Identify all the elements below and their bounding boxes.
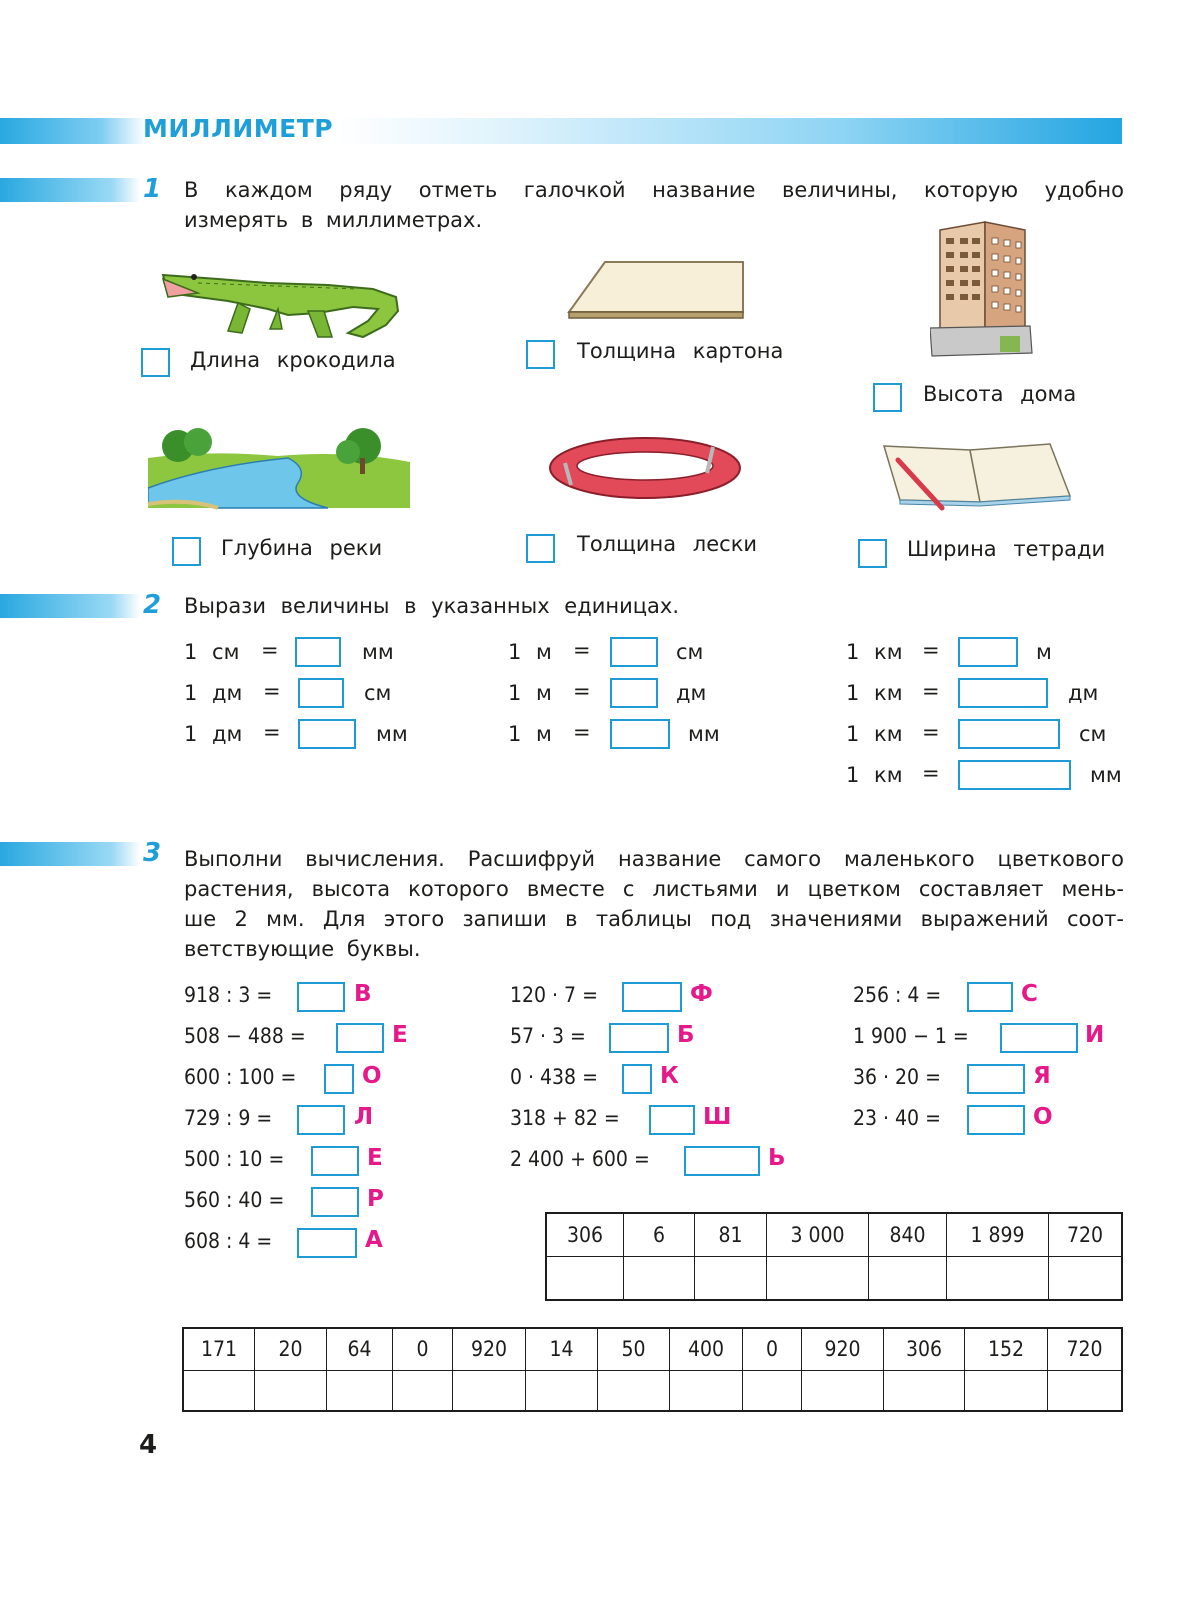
conv-answer-9[interactable] — [958, 719, 1060, 749]
label-river-depth: Глубина реки — [221, 536, 383, 560]
expr-15-answer[interactable] — [967, 1064, 1025, 1094]
expr-6-letter: Р — [367, 1186, 384, 1212]
conv-eq-2: = — [263, 679, 281, 703]
expr-7-answer[interactable] — [297, 1228, 357, 1258]
expr-11: 318 + 82 = — [510, 1106, 620, 1130]
task-3-marker-bar — [0, 842, 140, 866]
conv-answer-4[interactable] — [610, 637, 658, 667]
conv-answer-8[interactable] — [958, 678, 1048, 708]
decode-table-2-header: 0 — [393, 1328, 453, 1370]
expr-10-answer[interactable] — [622, 1064, 652, 1094]
task-3-text-line-4: ветствующие буквы. — [184, 937, 421, 961]
expr-4-answer[interactable] — [297, 1105, 345, 1135]
decode-table-2-header: 171 — [183, 1328, 255, 1370]
decode-table-2-header: 720 — [1048, 1328, 1123, 1370]
expr-12: 2 400 + 600 = — [510, 1147, 650, 1171]
expr-6: 560 : 40 = — [184, 1188, 285, 1212]
expr-4: 729 : 9 = — [184, 1106, 273, 1130]
conv-eq-3: = — [263, 720, 281, 744]
conv-right-4: см — [676, 640, 704, 664]
decode-table-2-cell[interactable] — [526, 1370, 598, 1411]
conv-right-2: см — [364, 681, 392, 705]
conv-eq-1: = — [261, 638, 279, 662]
decode-table-2-cell[interactable] — [255, 1370, 327, 1411]
decode-table-2-cell[interactable] — [743, 1370, 802, 1411]
page-title: МИЛЛИМЕТР — [143, 114, 334, 143]
task-1-marker-bar — [0, 178, 140, 202]
decode-table-2-cell[interactable] — [670, 1370, 743, 1411]
expr-7-letter: А — [365, 1227, 383, 1253]
checkbox-notebook-width[interactable] — [858, 539, 887, 568]
task-1-text-line-2: измерять в миллиметрах. — [184, 208, 483, 232]
decode-table-2 — [182, 1327, 1123, 1412]
decode-table-2-header: 920 — [802, 1328, 884, 1370]
expr-5: 500 : 10 = — [184, 1147, 285, 1171]
decode-table-1-header: 3 000 — [767, 1213, 869, 1256]
conv-eq-6: = — [573, 720, 591, 744]
expr-6-answer[interactable] — [311, 1187, 359, 1217]
decode-table-2-header: 0 — [743, 1328, 802, 1370]
expr-9-letter: Б — [677, 1022, 695, 1048]
conv-right-1: мм — [362, 640, 394, 664]
expr-10: 0 · 438 = — [510, 1065, 598, 1089]
conv-left-9: 1 км — [846, 722, 903, 746]
conv-right-7: м — [1036, 640, 1052, 664]
conv-answer-2[interactable] — [298, 678, 344, 708]
decode-table-2-cell[interactable] — [327, 1370, 393, 1411]
conv-right-5: дм — [676, 681, 707, 705]
checkbox-river-depth[interactable] — [172, 537, 201, 566]
task-2-marker-bar — [0, 594, 140, 618]
building-illustration — [930, 218, 1035, 363]
decode-table-1-header: 306 — [546, 1213, 624, 1256]
expr-3-answer[interactable] — [324, 1064, 354, 1094]
decode-table-1-header: 720 — [1049, 1213, 1123, 1256]
conv-eq-7: = — [922, 638, 940, 662]
conv-answer-10[interactable] — [958, 760, 1071, 790]
task-1-text-line-1: В каждом ряду отметь галочкой название величины, которую удобно — [184, 178, 1124, 202]
decode-table-1-header: 840 — [869, 1213, 947, 1256]
expr-3-letter: О — [362, 1063, 382, 1089]
decode-table-1-cell[interactable] — [624, 1256, 695, 1300]
conv-left-2: 1 дм — [184, 681, 243, 705]
decode-table-2-cell[interactable] — [1048, 1370, 1123, 1411]
decode-table-2-cell[interactable] — [598, 1370, 670, 1411]
task-2-text: Вырази величины в указанных единицах. — [184, 594, 680, 618]
expr-4-letter: Л — [354, 1104, 374, 1130]
expr-13: 256 : 4 = — [853, 983, 942, 1007]
decode-table-2-header: 306 — [884, 1328, 965, 1370]
conv-left-4: 1 м — [508, 640, 552, 664]
conv-eq-9: = — [922, 720, 940, 744]
checkbox-cardboard-thickness[interactable] — [526, 340, 555, 369]
conv-right-9: см — [1079, 722, 1107, 746]
expr-7: 608 : 4 = — [184, 1229, 273, 1253]
expr-5-letter: Е — [367, 1145, 383, 1171]
decode-table-1-cell[interactable] — [546, 1256, 624, 1300]
expr-12-answer[interactable] — [684, 1146, 760, 1176]
expr-1-answer[interactable] — [297, 982, 345, 1012]
expr-14-answer[interactable] — [1000, 1023, 1078, 1053]
label-cardboard-thickness: Толщина картона — [577, 339, 784, 363]
expr-11-answer[interactable] — [649, 1105, 695, 1135]
decode-table-2-cell[interactable] — [965, 1370, 1048, 1411]
conv-left-6: 1 м — [508, 722, 552, 746]
conv-left-1: 1 см — [184, 640, 240, 664]
conv-answer-3[interactable] — [298, 719, 356, 749]
decode-table-2-cell[interactable] — [453, 1370, 526, 1411]
expr-2-answer[interactable] — [336, 1023, 384, 1053]
decode-table-1 — [545, 1212, 1123, 1301]
decode-table-2-cell[interactable] — [884, 1370, 965, 1411]
checkbox-line-thickness[interactable] — [526, 534, 555, 563]
river-illustration — [148, 428, 413, 513]
expr-16: 23 · 40 = — [853, 1106, 941, 1130]
conv-answer-5[interactable] — [610, 678, 658, 708]
expr-15: 36 · 20 = — [853, 1065, 941, 1089]
label-house-height: Высота дома — [923, 382, 1077, 406]
decode-table-2-header: 64 — [327, 1328, 393, 1370]
conv-left-5: 1 м — [508, 681, 552, 705]
label-line-thickness: Толщина лески — [577, 532, 758, 556]
page-number: 4 — [139, 1430, 158, 1460]
task-2-number: 2 — [143, 590, 162, 620]
conv-left-8: 1 км — [846, 681, 903, 705]
decode-table-1-header: 1 899 — [947, 1213, 1049, 1256]
decode-table-2-cell[interactable] — [183, 1370, 255, 1411]
task-3-text-line-1: Выполни вычисления. Расшифруй название самого маленького цветкового — [184, 847, 1124, 871]
task-3-text-line-2: растения, высота которого вместе с листьями и цветком составляет мень- — [184, 877, 1124, 901]
decode-table-2-header: 400 — [670, 1328, 743, 1370]
conv-right-3: мм — [376, 722, 408, 746]
notebook-illustration — [880, 438, 1075, 513]
expr-16-letter: О — [1033, 1104, 1053, 1130]
expr-11-letter: Ш — [703, 1104, 732, 1130]
expr-3: 600 : 100 = — [184, 1065, 297, 1089]
expr-10-letter: К — [660, 1063, 679, 1089]
decode-table-1-cell[interactable] — [1049, 1256, 1123, 1300]
label-crocodile-length: Длина крокодила — [190, 348, 396, 372]
conv-right-6: мм — [688, 722, 720, 746]
expr-14: 1 900 − 1 = — [853, 1024, 969, 1048]
conv-answer-7[interactable] — [958, 637, 1018, 667]
label-notebook-width: Ширина тетради — [907, 537, 1106, 561]
conv-answer-6[interactable] — [610, 719, 670, 749]
expr-14-letter: И — [1085, 1022, 1105, 1048]
expr-15-letter: Я — [1033, 1063, 1051, 1089]
decode-table-2-header: 920 — [453, 1328, 526, 1370]
crocodile-illustration — [158, 253, 408, 348]
decode-table-1-cell[interactable] — [767, 1256, 869, 1300]
task-1-number: 1 — [143, 174, 162, 204]
decode-table-2-header: 14 — [526, 1328, 598, 1370]
expr-2-letter: Е — [392, 1022, 408, 1048]
conv-left-10: 1 км — [846, 763, 903, 787]
conv-left-7: 1 км — [846, 640, 903, 664]
expr-9: 57 · 3 = — [510, 1024, 586, 1048]
conv-answer-1[interactable] — [295, 637, 341, 667]
fishing-line-illustration — [545, 433, 745, 503]
conv-eq-10: = — [922, 761, 940, 785]
decode-table-1-header: 6 — [624, 1213, 695, 1256]
conv-right-8: дм — [1068, 681, 1099, 705]
expr-2: 508 − 488 = — [184, 1024, 306, 1048]
expr-9-answer[interactable] — [609, 1023, 669, 1053]
conv-eq-5: = — [573, 679, 591, 703]
decode-table-2-header: 50 — [598, 1328, 670, 1370]
expr-8-letter: Ф — [690, 981, 713, 1007]
decode-table-2-cell[interactable] — [802, 1370, 884, 1411]
decode-table-1-cell[interactable] — [947, 1256, 1049, 1300]
expr-16-answer[interactable] — [967, 1105, 1025, 1135]
expr-1-letter: В — [354, 981, 372, 1007]
expr-13-letter: С — [1021, 981, 1038, 1007]
checkbox-crocodile-length[interactable] — [141, 348, 170, 377]
expr-8: 120 · 7 = — [510, 983, 598, 1007]
cardboard-illustration — [565, 258, 750, 323]
conv-left-3: 1 дм — [184, 722, 243, 746]
expr-8-answer[interactable] — [622, 982, 682, 1012]
decode-table-1-cell[interactable] — [869, 1256, 947, 1300]
conv-eq-4: = — [573, 638, 591, 662]
decode-table-2-cell[interactable] — [393, 1370, 453, 1411]
expr-1: 918 : 3 = — [184, 983, 273, 1007]
expr-5-answer[interactable] — [311, 1146, 359, 1176]
conv-eq-8: = — [922, 679, 940, 703]
conv-right-10: мм — [1090, 763, 1122, 787]
expr-13-answer[interactable] — [967, 982, 1013, 1012]
decode-table-2-header: 20 — [255, 1328, 327, 1370]
task-3-text-line-3: ше 2 мм. Для этого запиши в таблицы под значениями выражений соот- — [184, 907, 1124, 931]
decode-table-1-cell[interactable] — [695, 1256, 767, 1300]
decode-table-2-header: 152 — [965, 1328, 1048, 1370]
task-3-number: 3 — [143, 838, 162, 868]
decode-table-1-header: 81 — [695, 1213, 767, 1256]
expr-12-letter: Ь — [768, 1145, 786, 1171]
checkbox-house-height[interactable] — [873, 383, 902, 412]
